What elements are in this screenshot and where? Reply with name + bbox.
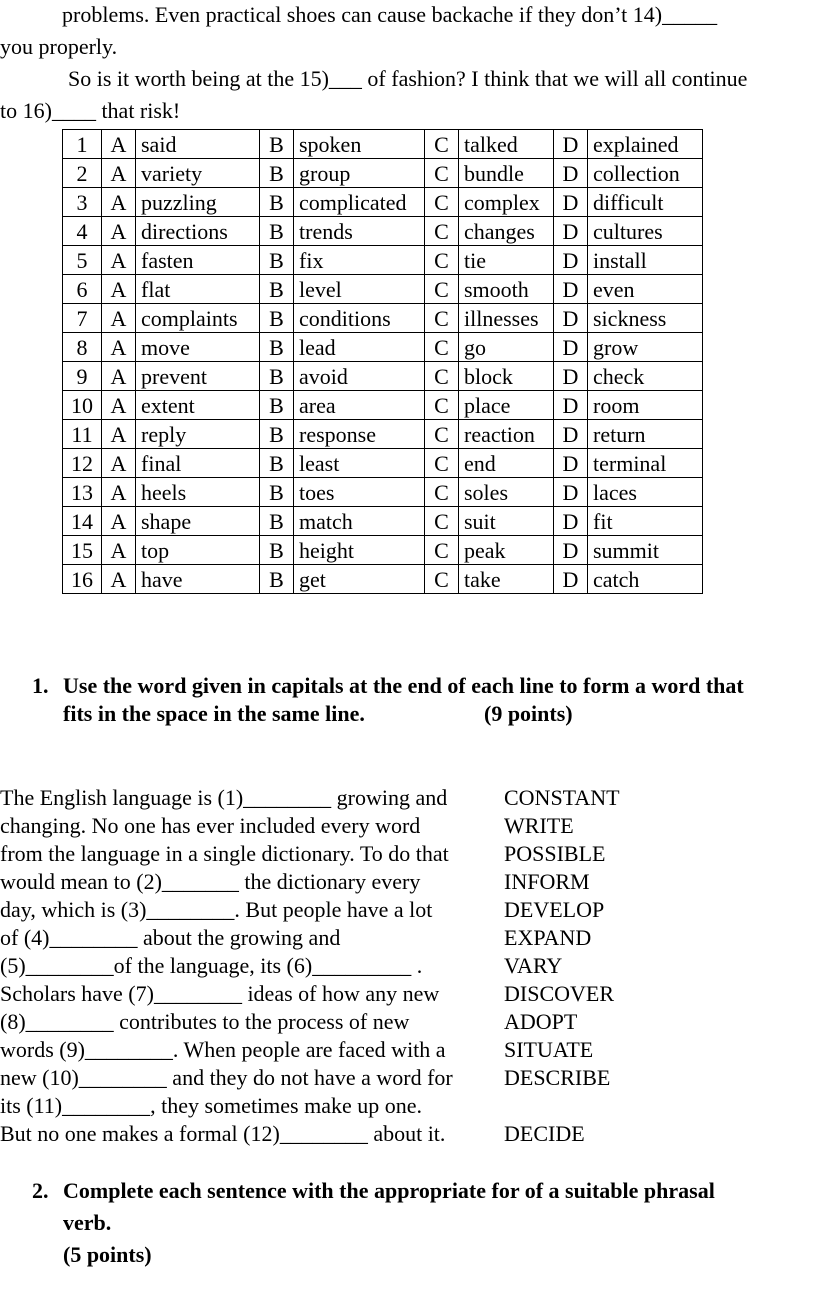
stem-word: CONSTANT	[504, 785, 620, 810]
question-number: 14	[63, 507, 102, 536]
option-a: extent	[136, 391, 260, 420]
option-letter-b: B	[260, 188, 294, 217]
option-letter-b: B	[260, 275, 294, 304]
option-letter-c: C	[425, 275, 459, 304]
option-letter-b: B	[260, 565, 294, 594]
option-d: explained	[588, 130, 703, 159]
option-letter-c: C	[425, 478, 459, 507]
question-number: 4	[63, 217, 102, 246]
option-a: have	[136, 565, 260, 594]
option-letter-b: B	[260, 536, 294, 565]
option-a: fasten	[136, 246, 260, 275]
option-d: even	[588, 275, 703, 304]
passage-text: The English language is (1)________ growing and	[0, 785, 448, 810]
option-b: response	[294, 420, 425, 449]
option-letter-d: D	[554, 391, 588, 420]
option-d: install	[588, 246, 703, 275]
option-a: shape	[136, 507, 260, 536]
option-letter-c: C	[425, 391, 459, 420]
option-d: summit	[588, 536, 703, 565]
option-letter-d: D	[554, 362, 588, 391]
option-row	[63, 565, 703, 594]
option-letter-b: B	[260, 333, 294, 362]
option-b: fix	[294, 246, 425, 275]
stem-word: SITUATE	[504, 1037, 594, 1062]
question-number: 12	[63, 449, 102, 478]
option-letter-d: D	[554, 188, 588, 217]
option-row	[63, 159, 703, 188]
option-a: reply	[136, 420, 260, 449]
option-letter-a: A	[102, 217, 136, 246]
option-b: group	[294, 159, 425, 188]
option-letter-d: D	[554, 565, 588, 594]
option-letter-c: C	[425, 130, 459, 159]
question-number: 15	[63, 536, 102, 565]
section1-points: (9 points)	[484, 701, 573, 726]
option-letter-b: B	[260, 449, 294, 478]
passage-text: new (10)________ and they do not have a word for	[0, 1065, 453, 1090]
stem-word: EXPAND	[504, 925, 592, 950]
option-c: reaction	[459, 420, 554, 449]
question-number: 2	[63, 159, 102, 188]
option-letter-b: B	[260, 246, 294, 275]
option-letter-a: A	[102, 478, 136, 507]
option-row	[63, 333, 703, 362]
passage-text: would mean to (2)_______ the dictionary every	[0, 869, 421, 894]
passage-text: words (9)________. When people are faced with a	[0, 1037, 446, 1062]
option-letter-a: A	[102, 188, 136, 217]
option-letter-d: D	[554, 536, 588, 565]
option-letter-b: B	[260, 362, 294, 391]
option-d: sickness	[588, 304, 703, 333]
stem-word: ADOPT	[504, 1009, 578, 1034]
option-letter-a: A	[102, 159, 136, 188]
option-c: place	[459, 391, 554, 420]
option-letter-a: A	[102, 536, 136, 565]
option-b: complicated	[294, 188, 425, 217]
option-letter-d: D	[554, 275, 588, 304]
option-c: suit	[459, 507, 554, 536]
option-b: trends	[294, 217, 425, 246]
option-d: cultures	[588, 217, 703, 246]
question-number: 13	[63, 478, 102, 507]
word-formation-line	[0, 784, 816, 812]
passage-text: of (4)________ about the growing and	[0, 925, 341, 950]
option-c: illnesses	[459, 304, 554, 333]
stem-word: WRITE	[504, 813, 574, 838]
option-letter-d: D	[554, 449, 588, 478]
option-letter-d: D	[554, 507, 588, 536]
option-b: spoken	[294, 130, 425, 159]
option-letter-b: B	[260, 217, 294, 246]
stem-word: POSSIBLE	[504, 841, 606, 866]
option-letter-a: A	[102, 362, 136, 391]
option-letter-d: D	[554, 246, 588, 275]
option-row	[63, 536, 703, 565]
option-letter-a: A	[102, 246, 136, 275]
option-a: variety	[136, 159, 260, 188]
section1-number: 1.	[32, 673, 49, 698]
stem-word: DISCOVER	[504, 981, 615, 1006]
section1-instruction-line2: fits in the space in the same line.	[63, 701, 365, 726]
passage-text: But no one makes a formal (12)________ about it.	[0, 1121, 446, 1146]
option-letter-a: A	[102, 391, 136, 420]
option-d: check	[588, 362, 703, 391]
word-formation-line	[0, 1092, 816, 1120]
option-c: peak	[459, 536, 554, 565]
option-c: block	[459, 362, 554, 391]
option-letter-d: D	[554, 130, 588, 159]
passage-text: (5)________of the language, its (6)_________ .	[0, 953, 423, 978]
word-formation-line	[0, 980, 816, 1008]
option-row	[63, 130, 703, 159]
option-a: prevent	[136, 362, 260, 391]
word-formation-line	[0, 1064, 816, 1092]
option-letter-c: C	[425, 304, 459, 333]
option-letter-b: B	[260, 391, 294, 420]
option-letter-a: A	[102, 420, 136, 449]
question-number: 1	[63, 130, 102, 159]
option-letter-b: B	[260, 507, 294, 536]
stem-word: DEVELOP	[504, 897, 605, 922]
passage-text: from the language in a single dictionary. To do that	[0, 841, 449, 866]
option-d: grow	[588, 333, 703, 362]
option-letter-c: C	[425, 217, 459, 246]
section2-number: 2.	[32, 1178, 49, 1203]
option-b: get	[294, 565, 425, 594]
option-letter-c: C	[425, 188, 459, 217]
option-b: area	[294, 391, 425, 420]
option-letter-d: D	[554, 159, 588, 188]
intro-line-2: you properly.	[0, 34, 118, 59]
option-letter-d: D	[554, 420, 588, 449]
option-letter-c: C	[425, 536, 459, 565]
option-b: level	[294, 275, 425, 304]
option-c: end	[459, 449, 554, 478]
option-letter-a: A	[102, 130, 136, 159]
option-c: take	[459, 565, 554, 594]
option-a: heels	[136, 478, 260, 507]
question-number: 11	[63, 420, 102, 449]
word-formation-line	[0, 1120, 816, 1148]
option-row	[63, 275, 703, 304]
option-letter-a: A	[102, 565, 136, 594]
option-b: height	[294, 536, 425, 565]
option-a: complaints	[136, 304, 260, 333]
section1-instruction-line1: Use the word given in capitals at the end of each line to form a word that	[63, 673, 744, 698]
option-letter-a: A	[102, 275, 136, 304]
option-c: complex	[459, 188, 554, 217]
option-letter-a: A	[102, 449, 136, 478]
option-a: top	[136, 536, 260, 565]
option-letter-c: C	[425, 362, 459, 391]
option-d: fit	[588, 507, 703, 536]
section2-points: (5 points)	[63, 1242, 152, 1267]
question-number: 5	[63, 246, 102, 275]
question-number: 10	[63, 391, 102, 420]
question-number: 7	[63, 304, 102, 333]
option-letter-d: D	[554, 478, 588, 507]
option-row	[63, 478, 703, 507]
word-formation-line	[0, 952, 816, 980]
section2-instruction-line2: verb.	[63, 1210, 112, 1235]
option-d: collection	[588, 159, 703, 188]
passage-text: changing. No one has ever included every word	[0, 813, 421, 838]
word-formation-line	[0, 840, 816, 868]
option-b: avoid	[294, 362, 425, 391]
option-d: room	[588, 391, 703, 420]
option-letter-c: C	[425, 333, 459, 362]
option-d: catch	[588, 565, 703, 594]
intro-line-3: So is it worth being at the 15)___ of fashion? I think that we will all continue	[68, 66, 748, 91]
option-row	[63, 246, 703, 275]
option-a: puzzling	[136, 188, 260, 217]
option-b: toes	[294, 478, 425, 507]
option-c: smooth	[459, 275, 554, 304]
option-d: difficult	[588, 188, 703, 217]
option-c: tie	[459, 246, 554, 275]
question-number: 6	[63, 275, 102, 304]
stem-word: DESCRIBE	[504, 1065, 611, 1090]
stem-word: INFORM	[504, 869, 590, 894]
option-letter-d: D	[554, 304, 588, 333]
option-letter-b: B	[260, 159, 294, 188]
option-letter-c: C	[425, 420, 459, 449]
option-letter-b: B	[260, 420, 294, 449]
option-d: terminal	[588, 449, 703, 478]
option-row	[63, 391, 703, 420]
option-letter-b: B	[260, 130, 294, 159]
option-b: lead	[294, 333, 425, 362]
passage-text: Scholars have (7)________ ideas of how any new	[0, 981, 440, 1006]
option-letter-a: A	[102, 304, 136, 333]
option-letter-d: D	[554, 217, 588, 246]
question-number: 9	[63, 362, 102, 391]
word-formation-line	[0, 868, 816, 896]
option-letter-d: D	[554, 333, 588, 362]
word-formation-line	[0, 1036, 816, 1064]
option-b: least	[294, 449, 425, 478]
intro-line-1: problems. Even practical shoes can cause backache if they don’t 14)_____	[62, 2, 718, 27]
question-number: 8	[63, 333, 102, 362]
option-a: said	[136, 130, 260, 159]
option-row	[63, 304, 703, 333]
option-row	[63, 420, 703, 449]
option-letter-c: C	[425, 246, 459, 275]
option-letter-c: C	[425, 159, 459, 188]
option-c: talked	[459, 130, 554, 159]
word-formation-line	[0, 812, 816, 840]
option-d: return	[588, 420, 703, 449]
option-a: final	[136, 449, 260, 478]
option-letter-c: C	[425, 565, 459, 594]
option-c: changes	[459, 217, 554, 246]
option-letter-b: B	[260, 304, 294, 333]
word-formation-line	[0, 896, 816, 924]
option-letter-a: A	[102, 507, 136, 536]
option-row	[63, 217, 703, 246]
section2-instruction-line1: Complete each sentence with the appropriate for of a suitable phrasal	[63, 1178, 715, 1203]
options-table	[62, 129, 703, 594]
option-letter-c: C	[425, 507, 459, 536]
stem-word: DECIDE	[504, 1121, 585, 1146]
word-formation-line	[0, 924, 816, 952]
option-letter-a: A	[102, 333, 136, 362]
question-number: 16	[63, 565, 102, 594]
option-letter-c: C	[425, 449, 459, 478]
option-a: move	[136, 333, 260, 362]
option-row	[63, 449, 703, 478]
passage-text: day, which is (3)________. But people have a lot	[0, 897, 433, 922]
intro-line-4: to 16)____ that risk!	[0, 98, 181, 123]
option-c: bundle	[459, 159, 554, 188]
option-row	[63, 188, 703, 217]
stem-word: VARY	[504, 953, 563, 978]
option-c: soles	[459, 478, 554, 507]
option-row	[63, 362, 703, 391]
passage-text: its (11)________, they sometimes make up one.	[0, 1093, 423, 1118]
option-c: go	[459, 333, 554, 362]
option-row	[63, 507, 703, 536]
question-number: 3	[63, 188, 102, 217]
option-b: match	[294, 507, 425, 536]
passage-text: (8)________ contributes to the process of new	[0, 1009, 410, 1034]
option-d: laces	[588, 478, 703, 507]
option-a: directions	[136, 217, 260, 246]
option-letter-b: B	[260, 478, 294, 507]
option-a: flat	[136, 275, 260, 304]
word-formation-line	[0, 1008, 816, 1036]
option-b: conditions	[294, 304, 425, 333]
